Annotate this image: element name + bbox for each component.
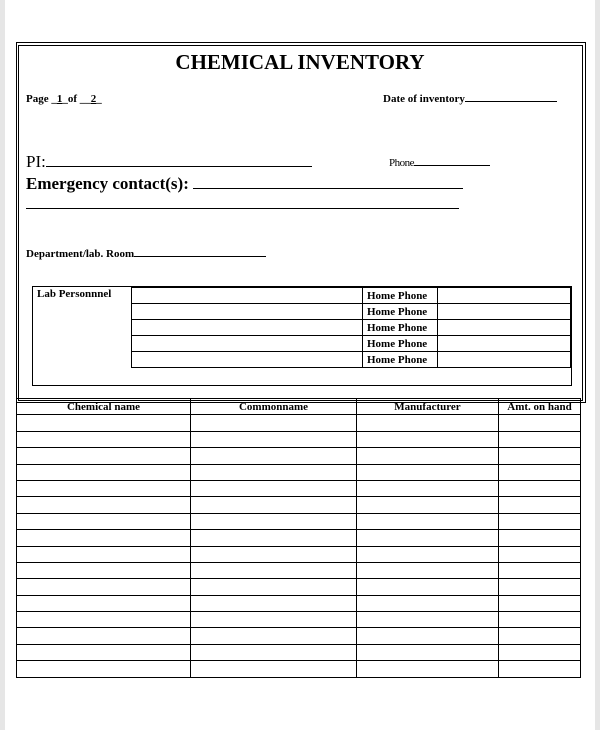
home-phone-label: Home Phone (363, 288, 438, 304)
emergency-input-line-2[interactable] (26, 195, 459, 209)
personnel-name-cell[interactable] (132, 320, 363, 336)
page-current[interactable]: 1 (56, 93, 63, 105)
table-row (17, 595, 581, 611)
common-name-cell[interactable] (191, 612, 357, 628)
manufacturer-cell[interactable] (357, 579, 499, 595)
personnel-name-cell[interactable] (132, 336, 363, 352)
common-name-cell[interactable] (191, 448, 357, 464)
home-phone-cell[interactable] (438, 336, 571, 352)
manufacturer-cell[interactable] (357, 415, 499, 431)
amount-cell[interactable] (499, 661, 581, 677)
home-phone-label: Home Phone (363, 304, 438, 320)
amount-cell[interactable] (499, 562, 581, 578)
manufacturer-cell[interactable] (357, 431, 499, 447)
manufacturer-cell[interactable] (357, 644, 499, 660)
manufacturer-cell[interactable] (357, 612, 499, 628)
common-name-cell[interactable] (191, 644, 357, 660)
common-name-cell[interactable] (191, 513, 357, 529)
home-phone-label: Home Phone (363, 320, 438, 336)
chemical-name-cell[interactable] (17, 546, 191, 562)
emergency-input[interactable] (193, 188, 463, 189)
manufacturer-cell[interactable] (357, 464, 499, 480)
manufacturer-cell[interactable] (357, 661, 499, 677)
date-field (383, 93, 557, 105)
common-name-cell[interactable] (191, 579, 357, 595)
page-of-label: of (67, 93, 78, 105)
chemical-name-cell[interactable] (17, 415, 191, 431)
personnel-name-cell[interactable] (132, 288, 363, 304)
table-row (17, 546, 581, 562)
amount-cell[interactable] (499, 464, 581, 480)
department-input[interactable] (134, 256, 266, 257)
page-title: CHEMICAL INVENTORY (175, 50, 425, 74)
header-manufacturer: Manufacturer (357, 399, 499, 415)
common-name-cell[interactable] (191, 595, 357, 611)
amount-cell[interactable] (499, 431, 581, 447)
department-field (26, 248, 266, 260)
lab-personnel-label: Lab Personnnel (33, 288, 132, 368)
amount-cell[interactable] (499, 546, 581, 562)
home-phone-cell[interactable] (438, 304, 571, 320)
manufacturer-cell[interactable] (357, 595, 499, 611)
chemical-name-cell[interactable] (17, 480, 191, 496)
phone-label: Phone (389, 157, 414, 169)
chemical-name-cell[interactable] (17, 431, 191, 447)
table-row (17, 513, 581, 529)
inventory-table (16, 398, 581, 678)
common-name-cell[interactable] (191, 546, 357, 562)
table-row (17, 497, 581, 513)
date-input[interactable] (465, 101, 557, 102)
home-phone-label: Home Phone (363, 352, 438, 368)
emergency-label: Emergency contact(s): (26, 174, 189, 193)
table-row (17, 562, 581, 578)
table-row (17, 415, 581, 431)
table-row (17, 661, 581, 677)
table-row (17, 628, 581, 644)
table-row (17, 612, 581, 628)
chemical-name-cell[interactable] (17, 530, 191, 546)
common-name-cell[interactable] (191, 464, 357, 480)
common-name-cell[interactable] (191, 480, 357, 496)
emergency-field (26, 174, 463, 194)
chemical-name-cell[interactable] (17, 579, 191, 595)
common-name-cell[interactable] (191, 530, 357, 546)
table-row (17, 431, 581, 447)
manufacturer-cell[interactable] (357, 497, 499, 513)
table-row (17, 480, 581, 496)
lab-personnel-table (32, 286, 572, 386)
common-name-cell[interactable] (191, 431, 357, 447)
amount-cell[interactable] (499, 612, 581, 628)
table-row (17, 464, 581, 480)
personnel-name-cell[interactable] (132, 304, 363, 320)
chemical-name-cell[interactable] (17, 661, 191, 677)
chemical-name-cell[interactable] (17, 448, 191, 464)
amount-cell[interactable] (499, 513, 581, 529)
table-row (17, 448, 581, 464)
manufacturer-cell[interactable] (357, 530, 499, 546)
amount-cell[interactable] (499, 644, 581, 660)
personnel-name-cell[interactable] (132, 352, 363, 368)
chemical-name-cell[interactable] (17, 497, 191, 513)
table-row (17, 644, 581, 660)
home-phone-cell[interactable] (438, 320, 571, 336)
pi-label: PI: (26, 152, 46, 171)
table-row (17, 530, 581, 546)
page-number: Page _1_of __2_ (26, 93, 102, 105)
home-phone-cell[interactable] (438, 288, 571, 304)
header-amount-on-hand: Amt. on hand (499, 399, 581, 415)
amount-cell[interactable] (499, 530, 581, 546)
header-chemical-name: Chemical name (17, 399, 191, 415)
phone-input[interactable] (414, 165, 490, 166)
amount-cell[interactable] (499, 595, 581, 611)
pi-field (26, 152, 312, 172)
common-name-cell[interactable] (191, 628, 357, 644)
department-label: Department/lab. Room (26, 248, 135, 260)
chemical-name-cell[interactable] (17, 628, 191, 644)
chemical-name-cell[interactable] (17, 464, 191, 480)
home-phone-label: Home Phone (363, 336, 438, 352)
common-name-cell[interactable] (191, 562, 357, 578)
date-label: Date of inventory (383, 93, 465, 105)
chemical-name-cell[interactable] (17, 644, 191, 660)
amount-cell[interactable] (499, 579, 581, 595)
common-name-cell[interactable] (191, 497, 357, 513)
manufacturer-cell[interactable] (357, 546, 499, 562)
chemical-name-cell[interactable] (17, 595, 191, 611)
amount-cell[interactable] (499, 497, 581, 513)
manufacturer-cell[interactable] (357, 513, 499, 529)
header-common-name: Commonname (191, 399, 357, 415)
amount-cell[interactable] (499, 415, 581, 431)
manufacturer-cell[interactable] (357, 562, 499, 578)
amount-cell[interactable] (499, 628, 581, 644)
home-phone-cell[interactable] (438, 352, 571, 368)
common-name-cell[interactable] (191, 661, 357, 677)
table-header-row (17, 399, 581, 415)
common-name-cell[interactable] (191, 415, 357, 431)
chemical-name-cell[interactable] (17, 612, 191, 628)
page-label: Page (26, 93, 49, 105)
amount-cell[interactable] (499, 480, 581, 496)
phone-field (389, 157, 490, 169)
manufacturer-cell[interactable] (357, 448, 499, 464)
manufacturer-cell[interactable] (357, 628, 499, 644)
amount-cell[interactable] (499, 448, 581, 464)
chemical-name-cell[interactable] (17, 513, 191, 529)
table-row (17, 579, 581, 595)
page-total[interactable]: 2 (90, 93, 97, 105)
chemical-name-cell[interactable] (17, 562, 191, 578)
manufacturer-cell[interactable] (357, 480, 499, 496)
pi-input[interactable] (46, 166, 312, 167)
